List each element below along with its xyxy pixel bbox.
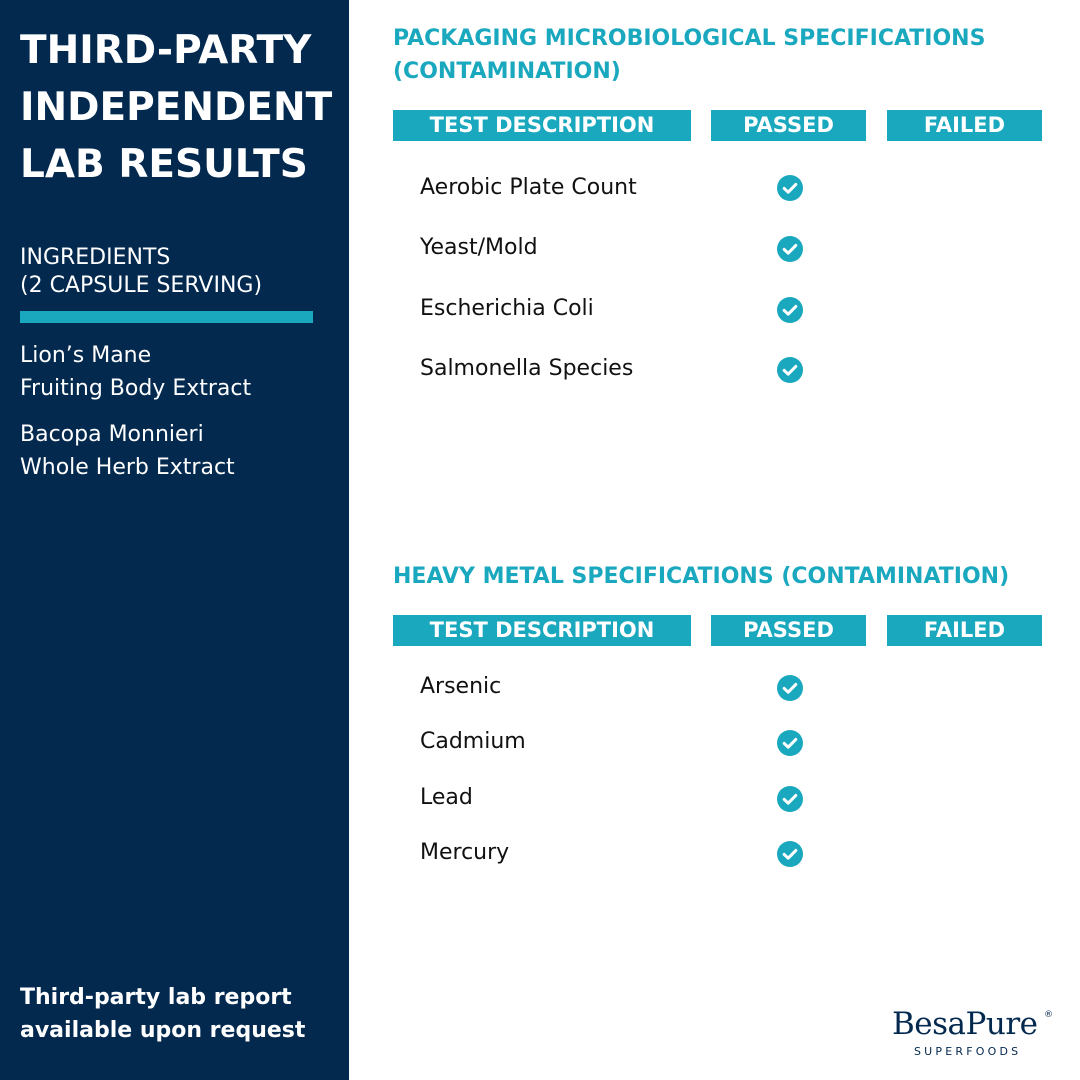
ingredient-detail: Fruiting Body Extract — [20, 376, 252, 401]
header-passed: PASSED — [711, 110, 866, 141]
check-circle-icon — [777, 357, 803, 383]
test-row-label: Escherichia Coli — [420, 296, 594, 321]
test-row-label: Yeast/Mold — [420, 235, 538, 260]
ingredients-heading-line2: (2 CAPSULE SERVING) — [20, 273, 263, 298]
header-failed: FAILED — [887, 615, 1042, 646]
check-circle-icon — [777, 236, 803, 262]
check-circle-icon — [777, 730, 803, 756]
check-circle-icon — [777, 297, 803, 323]
ingredient-bacopa — [20, 418, 340, 484]
lab-report-note — [20, 981, 340, 1047]
sidebar — [0, 0, 349, 1080]
ingredients-heading — [20, 244, 330, 300]
brand-logo — [888, 1004, 1058, 1064]
ingredient-name: Bacopa Monnieri — [20, 422, 204, 447]
header-passed: PASSED — [711, 615, 866, 646]
check-circle-icon — [777, 675, 803, 701]
header-failed: FAILED — [887, 110, 1042, 141]
logo-wordmark: BesaPure — [892, 1006, 1038, 1042]
test-row-label: Aerobic Plate Count — [420, 175, 637, 200]
ingredient-detail: Whole Herb Extract — [20, 455, 235, 480]
logo-tagline: SUPERFOODS — [914, 1045, 1022, 1058]
registered-mark: ® — [1044, 1010, 1053, 1020]
check-circle-icon — [777, 175, 803, 201]
ingredient-lions-mane — [20, 339, 340, 405]
test-row-label: Mercury — [420, 840, 510, 865]
check-circle-icon — [777, 841, 803, 867]
test-row-label: Lead — [420, 785, 473, 810]
page-title: THIRD-PARTY INDEPENDENT LAB RESULTS — [20, 28, 333, 187]
test-row-label: Cadmium — [420, 729, 526, 754]
microbiological-section-title: PACKAGING MICROBIOLOGICAL SPECIFICATIONS (CONTAMINATION) — [393, 26, 986, 84]
ingredient-name: Lion’s Mane — [20, 343, 152, 368]
header-test-description: TEST DESCRIPTION — [393, 615, 691, 646]
lab-report-note-line1: Third-party lab report — [20, 985, 292, 1010]
lab-report-note-line2: available upon request — [20, 1018, 306, 1043]
heavy-metal-section-title: HEAVY METAL SPECIFICATIONS (CONTAMINATION) — [393, 564, 1010, 589]
ingredients-heading-line1: INGREDIENTS — [20, 245, 171, 270]
check-circle-icon — [777, 786, 803, 812]
ingredients-divider — [20, 311, 313, 323]
test-row-label: Arsenic — [420, 674, 502, 699]
test-row-label: Salmonella Species — [420, 356, 634, 381]
header-test-description: TEST DESCRIPTION — [393, 110, 691, 141]
